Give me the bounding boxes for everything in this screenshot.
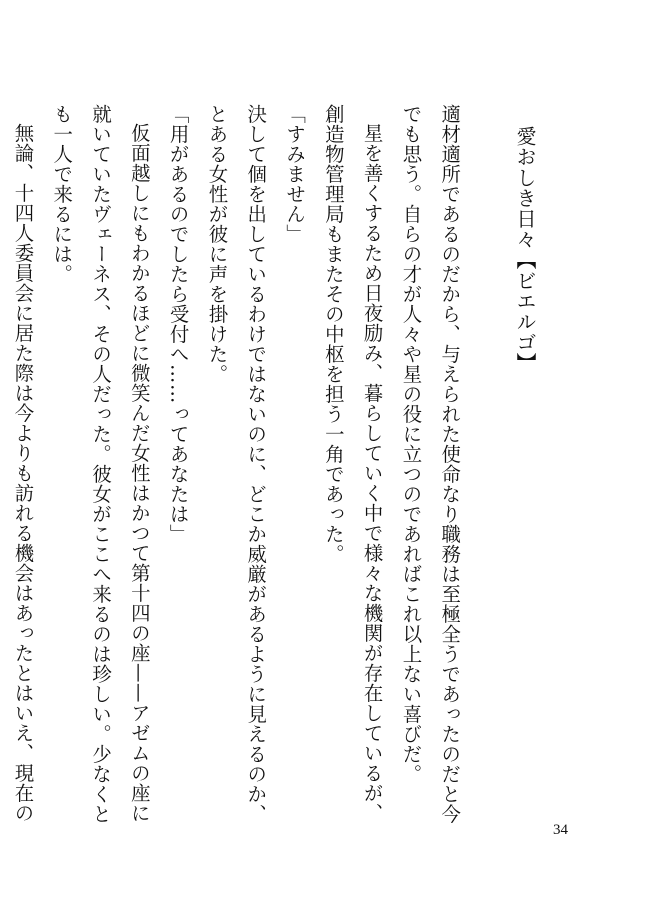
paragraph: 仮面越しにもわかるほどに微笑んだ女性はかつて第十四の座——アゼムの座に就いていたヴェーネス、その人だった。彼女がここへ来るのは珍しい。少なくとも一人で来るには。 (50, 104, 151, 824)
paragraph: 無論、十四人委員会に居た際は今よりも訪れる機会はあったとはいえ、現在の (11, 123, 35, 824)
dialogue-line: 「用があるのでしたら受付へ……ってあなたは」 (166, 104, 190, 544)
vertical-text-body (0, 104, 544, 834)
dialogue-line: 「すみません」 (283, 104, 307, 244)
paragraph: 適材適所であるのだから、与えられた使命なり職務は至極全うであったのだと今でも思う。自らの才が人々や星の役に立つのであればこれ以上ない喜びだ。 (399, 104, 462, 824)
page-number: 34 (553, 822, 568, 838)
chapter-title: 愛おしき日々【ビエルゴ】 (513, 126, 537, 374)
paragraph: 決して個を出しているわけではないのに、どこか威厳があるように見えるのか、とある女性が彼に声を掛けた。 (205, 104, 268, 824)
paragraph: 星を善くするため日夜励み、暮らしていく中で様々な機関が存在しているが、創造物管理局もまたその中枢を担う一角であった。 (321, 104, 384, 824)
